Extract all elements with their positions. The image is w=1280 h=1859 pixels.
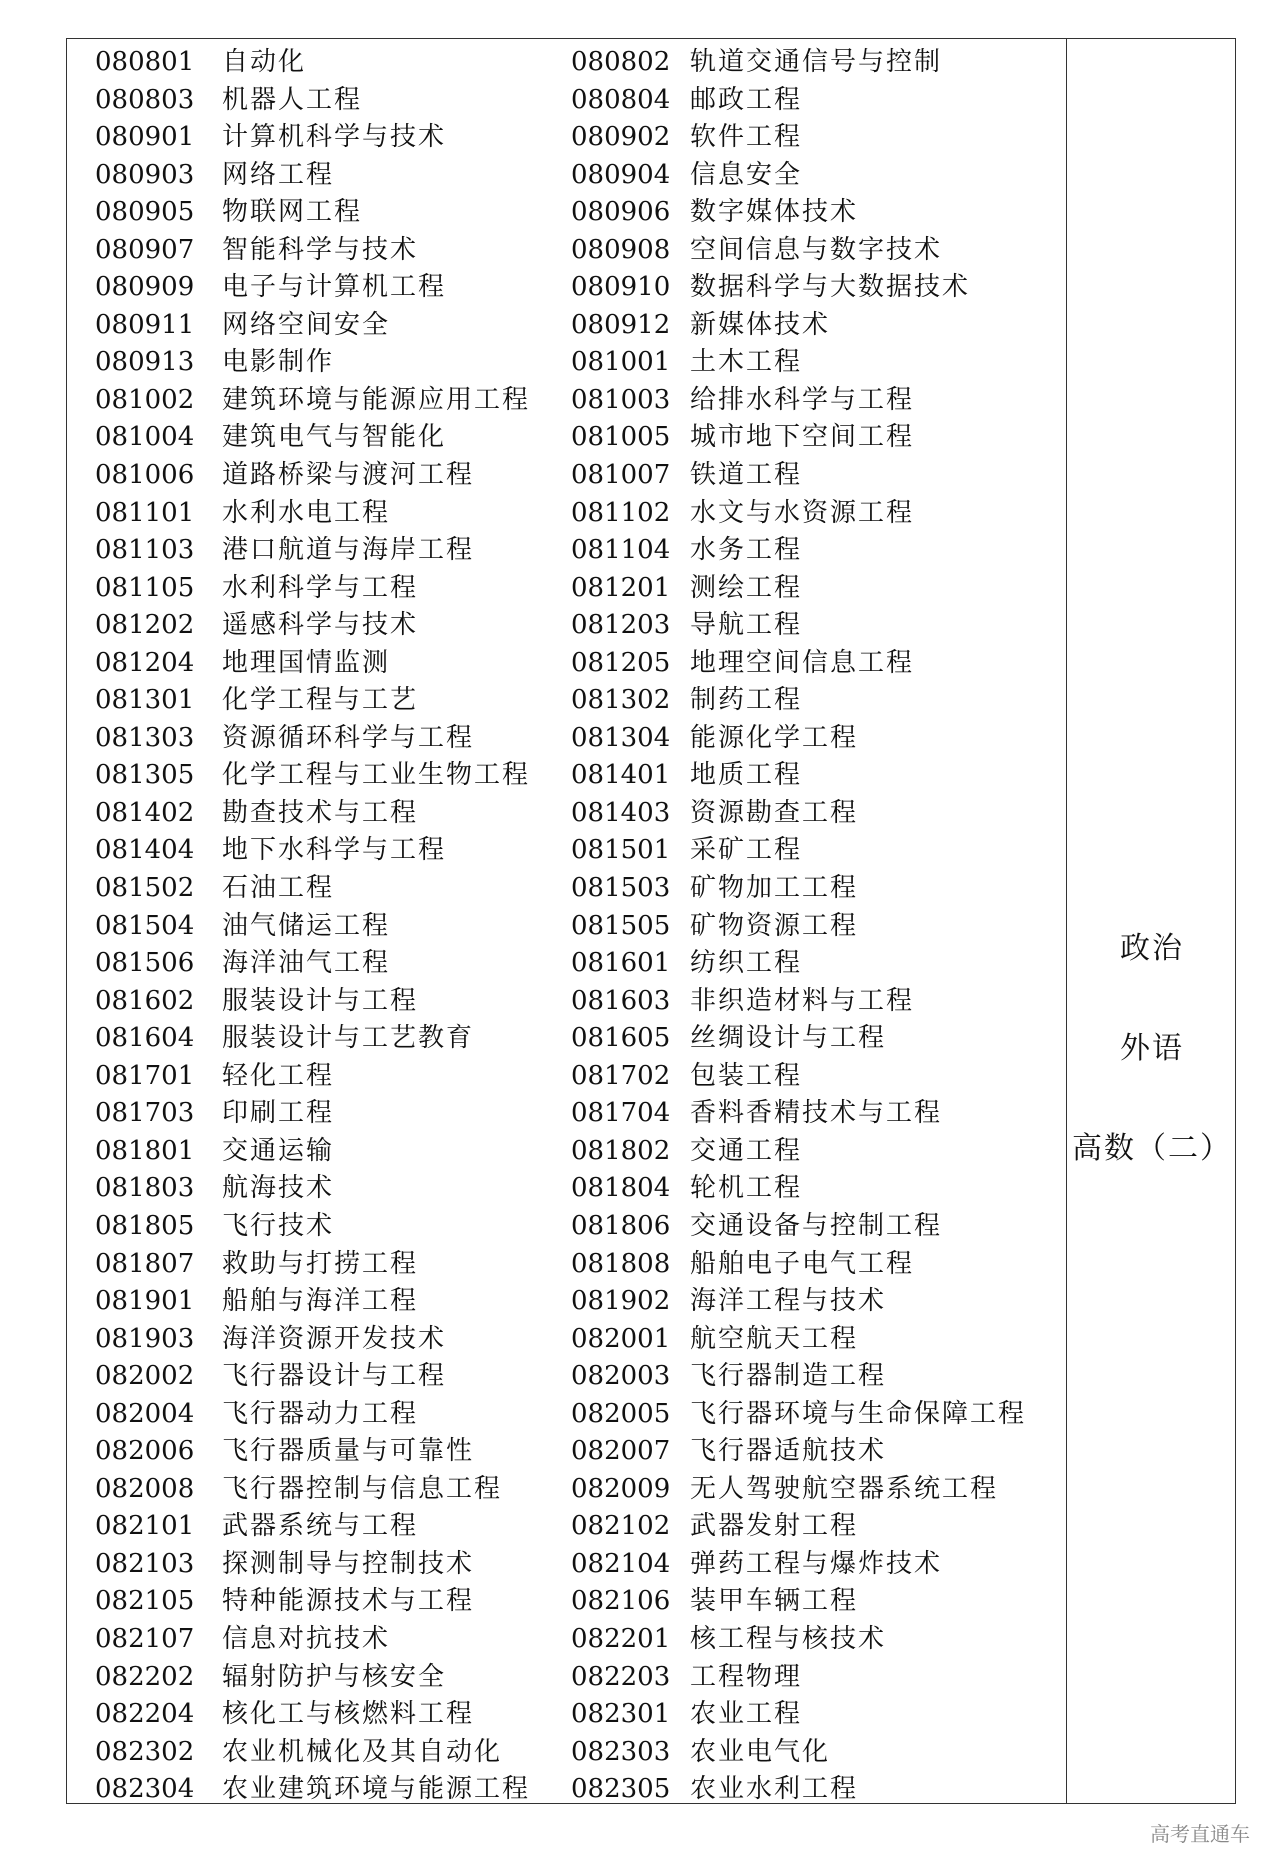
major-code: 081305	[95, 760, 195, 791]
major-name: 辐射防护与核安全	[222, 1661, 447, 1692]
major-code: 080912	[571, 309, 671, 340]
major-code: 081602	[95, 985, 195, 1016]
major-name: 网络空间安全	[222, 309, 391, 340]
major-code: 080905	[95, 197, 195, 228]
major-name: 飞行器适航技术	[690, 1436, 887, 1467]
major-name: 地下水科学与工程	[222, 835, 447, 866]
major-name: 武器发射工程	[690, 1511, 859, 1542]
major-code: 082003	[571, 1361, 671, 1392]
major-name: 测绘工程	[690, 572, 803, 603]
major-name: 制药工程	[690, 685, 803, 716]
major-name: 无人驾驶航空器系统工程	[690, 1473, 999, 1504]
major-name: 轮机工程	[690, 1173, 803, 1204]
major-name: 农业水利工程	[690, 1774, 859, 1805]
table-row	[67, 419, 1066, 457]
major-code: 081701	[95, 1060, 195, 1091]
table-row	[67, 757, 1066, 795]
major-name: 轻化工程	[222, 1060, 335, 1091]
major-table	[66, 38, 1236, 1804]
major-code: 080801	[95, 47, 195, 77]
major-name: 矿物加工工程	[690, 873, 859, 904]
major-code: 082303	[571, 1736, 671, 1767]
major-name: 新媒体技术	[690, 309, 831, 340]
major-name: 电子与计算机工程	[222, 272, 447, 303]
major-name: 纺织工程	[690, 948, 803, 979]
major-code: 081103	[95, 535, 195, 566]
major-name: 飞行技术	[222, 1210, 335, 1241]
major-name: 油气储运工程	[222, 910, 391, 941]
major-name: 智能科学与技术	[222, 234, 419, 265]
major-name: 化学工程与工艺	[222, 685, 419, 716]
major-code: 080904	[571, 159, 671, 190]
major-name: 交通设备与控制工程	[690, 1210, 943, 1241]
table-row	[67, 1546, 1066, 1584]
major-name: 飞行器质量与可靠性	[222, 1436, 475, 1467]
table-row	[67, 269, 1066, 307]
table-row	[67, 344, 1066, 382]
table-row	[67, 1095, 1066, 1133]
major-name: 水利科学与工程	[222, 572, 419, 603]
major-code: 080804	[571, 84, 671, 115]
major-name: 空间信息与数字技术	[690, 234, 943, 265]
major-code: 080913	[95, 347, 195, 378]
major-code: 081703	[95, 1098, 195, 1129]
table-row	[67, 1358, 1066, 1396]
major-code: 081901	[95, 1286, 195, 1317]
major-code: 082201	[571, 1623, 671, 1654]
major-code: 082106	[571, 1586, 671, 1617]
major-name: 飞行器环境与生命保障工程	[690, 1398, 1027, 1429]
major-name: 数字媒体技术	[690, 197, 859, 228]
table-row	[67, 1433, 1066, 1471]
major-code: 081304	[571, 722, 671, 753]
major-code: 080908	[571, 234, 671, 265]
major-name: 地理空间信息工程	[690, 647, 915, 678]
subject-politics: 政治	[1120, 931, 1184, 966]
major-name: 勘查技术与工程	[222, 797, 419, 828]
table-row	[67, 1283, 1066, 1321]
major-code: 082002	[95, 1361, 195, 1392]
major-name: 化学工程与工业生物工程	[222, 760, 531, 791]
major-name: 船舶与海洋工程	[222, 1286, 419, 1317]
table-row	[67, 720, 1066, 758]
subject-advanced-math: 高数（二）	[1072, 1131, 1232, 1166]
major-code: 081802	[571, 1135, 671, 1166]
major-code: 081404	[95, 835, 195, 866]
major-code: 081902	[571, 1286, 671, 1317]
major-name: 自动化	[222, 47, 307, 77]
table-row	[67, 1396, 1066, 1434]
major-name: 农业建筑环境与能源工程	[222, 1774, 531, 1805]
table-row	[67, 832, 1066, 870]
major-code: 081204	[95, 647, 195, 678]
major-code: 081504	[95, 910, 195, 941]
major-code: 081603	[571, 985, 671, 1016]
major-name: 建筑电气与智能化	[222, 422, 447, 453]
major-name: 道路桥梁与渡河工程	[222, 460, 475, 491]
major-name: 海洋资源开发技术	[222, 1323, 447, 1354]
major-code: 080911	[95, 309, 195, 340]
major-code: 081402	[95, 797, 195, 828]
table-row	[67, 870, 1066, 908]
major-code: 082007	[571, 1436, 671, 1467]
major-code: 080901	[95, 122, 195, 153]
major-name: 船舶电子电气工程	[690, 1248, 915, 1279]
major-name: 给排水科学与工程	[690, 384, 915, 415]
major-name: 海洋工程与技术	[690, 1286, 887, 1317]
table-row	[67, 1508, 1066, 1546]
table-row	[67, 1771, 1066, 1809]
major-name: 武器系统与工程	[222, 1511, 419, 1542]
major-code: 082304	[95, 1774, 195, 1805]
major-code: 081503	[571, 873, 671, 904]
major-name: 铁道工程	[690, 460, 803, 491]
major-code: 080903	[95, 159, 195, 190]
major-code: 081005	[571, 422, 671, 453]
major-code: 082204	[95, 1699, 195, 1730]
major-name: 水务工程	[690, 535, 803, 566]
major-code: 080910	[571, 272, 671, 303]
table-row	[67, 983, 1066, 1021]
major-code: 081104	[571, 535, 671, 566]
major-code: 082102	[571, 1511, 671, 1542]
major-name: 地质工程	[690, 760, 803, 791]
major-code: 081007	[571, 460, 671, 491]
major-name: 飞行器动力工程	[222, 1398, 419, 1429]
major-code: 082305	[571, 1774, 671, 1805]
major-name: 农业电气化	[690, 1736, 831, 1767]
major-name: 采矿工程	[690, 835, 803, 866]
table-row	[67, 908, 1066, 946]
major-code: 081605	[571, 1023, 671, 1054]
major-name: 核化工与核燃料工程	[222, 1699, 475, 1730]
major-name: 印刷工程	[222, 1098, 335, 1129]
major-name: 交通工程	[690, 1135, 803, 1166]
major-code: 082101	[95, 1511, 195, 1542]
major-code: 081903	[95, 1323, 195, 1354]
major-name: 非织造材料与工程	[690, 985, 915, 1016]
major-code: 082008	[95, 1473, 195, 1504]
major-code: 082203	[571, 1661, 671, 1692]
major-code: 081807	[95, 1248, 195, 1279]
major-code: 081201	[571, 572, 671, 603]
table-row	[67, 795, 1066, 833]
major-name: 服装设计与工艺教育	[222, 1023, 475, 1054]
major-code: 081804	[571, 1173, 671, 1204]
table-row	[67, 570, 1066, 608]
major-name: 工程物理	[690, 1661, 803, 1692]
major-name: 网络工程	[222, 159, 335, 190]
major-name: 港口航道与海岸工程	[222, 535, 475, 566]
major-name: 石油工程	[222, 873, 335, 904]
major-code: 081202	[95, 610, 195, 641]
major-name: 海洋油气工程	[222, 948, 391, 979]
major-code: 081001	[571, 347, 671, 378]
major-code: 080802	[571, 47, 671, 77]
major-name: 物联网工程	[222, 197, 363, 228]
table-row	[67, 232, 1066, 270]
major-name: 资源循环科学与工程	[222, 722, 475, 753]
table-row	[67, 1583, 1066, 1621]
major-code: 081604	[95, 1023, 195, 1054]
major-code: 081203	[571, 610, 671, 641]
major-code: 081105	[95, 572, 195, 603]
table-row	[67, 1621, 1066, 1659]
major-code: 081803	[95, 1173, 195, 1204]
major-name: 地理国情监测	[222, 647, 391, 678]
major-code: 081205	[571, 647, 671, 678]
major-code: 081303	[95, 722, 195, 753]
major-code: 081506	[95, 948, 195, 979]
major-code: 082005	[571, 1398, 671, 1429]
table-row	[67, 1246, 1066, 1284]
major-name: 包装工程	[690, 1060, 803, 1091]
major-name: 核工程与核技术	[690, 1623, 887, 1654]
major-name: 香料香精技术与工程	[690, 1098, 943, 1129]
major-code: 081302	[571, 685, 671, 716]
table-row	[67, 82, 1066, 120]
major-name: 信息安全	[690, 159, 803, 190]
major-name: 航空航天工程	[690, 1323, 859, 1354]
major-code: 081702	[571, 1060, 671, 1091]
major-name: 装甲车辆工程	[690, 1586, 859, 1617]
table-row	[67, 1133, 1066, 1171]
major-name: 机器人工程	[222, 84, 363, 115]
major-name: 探测制导与控制技术	[222, 1548, 475, 1579]
table-row	[67, 1659, 1066, 1697]
major-name: 邮政工程	[690, 84, 803, 115]
major-code: 081004	[95, 422, 195, 453]
table-row	[67, 382, 1066, 420]
table-row	[67, 682, 1066, 720]
major-name: 信息对抗技术	[222, 1623, 391, 1654]
major-code: 081301	[95, 685, 195, 716]
table-row	[67, 1734, 1066, 1772]
major-code: 081704	[571, 1098, 671, 1129]
major-code: 082001	[571, 1323, 671, 1354]
major-name: 能源化学工程	[690, 722, 859, 753]
major-code: 082301	[571, 1699, 671, 1730]
major-code: 081101	[95, 497, 195, 528]
major-name: 救助与打捞工程	[222, 1248, 419, 1279]
major-name: 农业机械化及其自动化	[222, 1736, 503, 1767]
major-code: 082104	[571, 1548, 671, 1579]
major-code: 082107	[95, 1623, 195, 1654]
major-code: 080909	[95, 272, 195, 303]
major-name: 导航工程	[690, 610, 803, 641]
major-code: 081801	[95, 1135, 195, 1166]
table-row	[67, 1170, 1066, 1208]
major-name: 服装设计与工程	[222, 985, 419, 1016]
major-code: 081505	[571, 910, 671, 941]
major-code: 082202	[95, 1661, 195, 1692]
major-name: 遥感科学与技术	[222, 610, 419, 641]
major-code: 081601	[571, 948, 671, 979]
major-name: 特种能源技术与工程	[222, 1586, 475, 1617]
table-row	[67, 1058, 1066, 1096]
table-row	[67, 457, 1066, 495]
major-name: 土木工程	[690, 347, 803, 378]
table-row	[67, 307, 1066, 345]
major-name: 资源勘查工程	[690, 797, 859, 828]
major-code: 082009	[571, 1473, 671, 1504]
watermark: 高考直通车	[1150, 1822, 1250, 1846]
table-row	[67, 194, 1066, 232]
major-name: 轨道交通信号与控制	[690, 47, 943, 77]
major-name: 计算机科学与技术	[222, 122, 447, 153]
table-row	[67, 607, 1066, 645]
major-name: 航海技术	[222, 1173, 335, 1204]
table-row	[67, 44, 1066, 82]
major-code: 081403	[571, 797, 671, 828]
major-name: 飞行器设计与工程	[222, 1361, 447, 1392]
major-rows	[67, 44, 1066, 1809]
table-row	[67, 945, 1066, 983]
major-code: 080906	[571, 197, 671, 228]
major-code: 080803	[95, 84, 195, 115]
major-code: 081401	[571, 760, 671, 791]
major-code: 081805	[95, 1210, 195, 1241]
major-name: 水利水电工程	[222, 497, 391, 528]
major-name: 建筑环境与能源应用工程	[222, 384, 531, 415]
major-code: 081502	[95, 873, 195, 904]
table-row	[67, 495, 1066, 533]
major-code: 081501	[571, 835, 671, 866]
major-name: 城市地下空间工程	[690, 422, 915, 453]
table-row	[67, 645, 1066, 683]
table-row	[67, 1321, 1066, 1359]
major-name: 交通运输	[222, 1135, 335, 1166]
major-name: 矿物资源工程	[690, 910, 859, 941]
major-code: 082302	[95, 1736, 195, 1767]
subject-foreign-language: 外语	[1120, 1031, 1184, 1066]
table-row	[67, 1020, 1066, 1058]
major-name: 飞行器制造工程	[690, 1361, 887, 1392]
majors-column	[67, 39, 1067, 1803]
major-code: 081102	[571, 497, 671, 528]
table-row	[67, 157, 1066, 195]
major-code: 081006	[95, 460, 195, 491]
major-code: 080902	[571, 122, 671, 153]
major-name: 丝绸设计与工程	[690, 1023, 887, 1054]
table-row	[67, 1471, 1066, 1509]
exam-subjects-column	[1067, 39, 1237, 1803]
major-name: 软件工程	[690, 122, 803, 153]
major-code: 081808	[571, 1248, 671, 1279]
major-code: 082004	[95, 1398, 195, 1429]
major-code: 082006	[95, 1436, 195, 1467]
major-code: 081002	[95, 384, 195, 415]
major-code: 082103	[95, 1548, 195, 1579]
table-row	[67, 119, 1066, 157]
major-code: 080907	[95, 234, 195, 265]
table-row	[67, 532, 1066, 570]
major-code: 082105	[95, 1586, 195, 1617]
major-name: 水文与水资源工程	[690, 497, 915, 528]
table-row	[67, 1696, 1066, 1734]
major-name: 飞行器控制与信息工程	[222, 1473, 503, 1504]
major-code: 081003	[571, 384, 671, 415]
major-name: 数据科学与大数据技术	[690, 272, 971, 303]
major-name: 电影制作	[222, 347, 335, 378]
major-name: 农业工程	[690, 1699, 803, 1730]
major-name: 弹药工程与爆炸技术	[690, 1548, 943, 1579]
table-row	[67, 1208, 1066, 1246]
major-code: 081806	[571, 1210, 671, 1241]
